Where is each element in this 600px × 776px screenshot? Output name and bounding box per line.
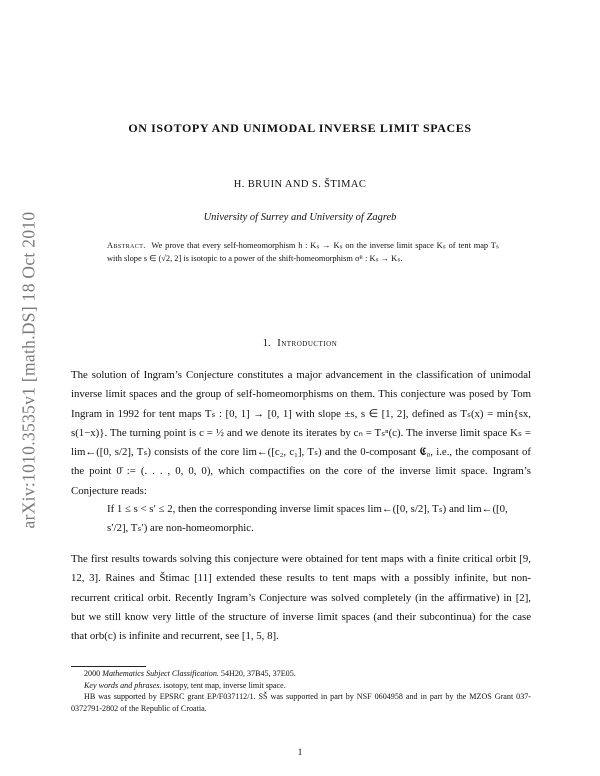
keywords-text: isotopy, tent map, inverse limit space. — [163, 680, 286, 690]
arxiv-identifier — [14, 180, 44, 560]
intro-paragraph-1: The solution of Ingram’s Conjecture constitutes a major advancement in the classification of unimodal inverse limit spaces and the group of self-homeomorphisms on them. This conjecture was posed by Tom Ingram in 1992 for tent maps Tₛ : [0, 1] → [0, 1] with slope ±s, s ∈ [1, 2], defined as Tₛ(x) = min{sx, s(1−x)}. The turning point is c = ½ and we denote its iterates by cₙ = Tₛⁿ(c). The inverse limit space Kₛ = lim←([0, s/2], Tₛ) consists of the core lim←([c₂, c₁], Tₛ) and the 0-composant 𝕮₀, i.e., the composant of the point 0̄ := (. . . , 0, 0, 0), which compactifies on the core of the inverse limit space. Ingram’s Conjecture reads: — [71, 369, 531, 497]
section-title: Introduction — [277, 338, 338, 349]
msc-year: 2000 — [84, 669, 101, 678]
section-heading — [0, 338, 600, 349]
arxiv-id-text: arXiv:1010.3535v1 [math.DS] 18 Oct 2010 — [18, 211, 39, 529]
msc-label: Mathematics Subject Classification. — [102, 669, 219, 678]
paper-title: ON ISOTOPY AND UNIMODAL INVERSE LIMIT SPACES — [128, 121, 472, 135]
footnote-support: HB was supported by EPSRC grant EP/F037112/1. SŠ was supported in part by NSF 0604958 and in part by the MZOS Grant 037-0372791-2802 of the Republic of Croatia. — [71, 692, 531, 713]
abstract-text: We prove that every self-homeomorphism h : Kₛ → Kₛ on the inverse limit space Kₛ of tent map Tₛ with slope s ∈ (√2, 2] is isotopic to a power of the shift-homeomorphism σᴿ : Kₛ → Kₛ. — [107, 241, 499, 263]
abstract-label: Abstract. — [107, 241, 146, 250]
paper-affiliation: University of Surrey and University of Zagreb — [203, 212, 397, 223]
intro-paragraph-2: The first results towards solving this conjecture were obtained for tent maps with a finite critical orbit [9, 12, 3]. Raines and Štimac [11] extended these results to tent maps with a possibly infinite, but non-recurrent critical orbit. Recently Ingram’s Conjecture was solved completely (in the affirmative) in [2], but we still know very little of the structure of inverse limit spaces (and their subcontinua) for the case that orb(c) is infinite and recurrent, see [1, 5, 8]. — [71, 553, 531, 643]
footnote-msc — [71, 668, 531, 680]
page-number: 1 — [297, 748, 303, 758]
msc-codes: 54H20, 37B45, 37E05. — [220, 669, 296, 678]
keywords-label: Key words and phrases. — [84, 680, 162, 690]
paper-authors: H. BRUIN AND S. ŠTIMAC — [233, 179, 367, 190]
footnote-keywords — [71, 680, 531, 692]
footnote-rule — [71, 666, 146, 667]
footnotes — [71, 668, 531, 714]
conjecture-statement: If 1 ≤ s < s′ ≤ 2, then the corresponding inverse limit spaces lim←([0, s/2], Tₛ) and lim←([0, s′/2], Tₛ′) are non-homeomorphic. — [107, 503, 508, 535]
section-number: 1. — [262, 338, 271, 349]
abstract — [107, 239, 499, 265]
